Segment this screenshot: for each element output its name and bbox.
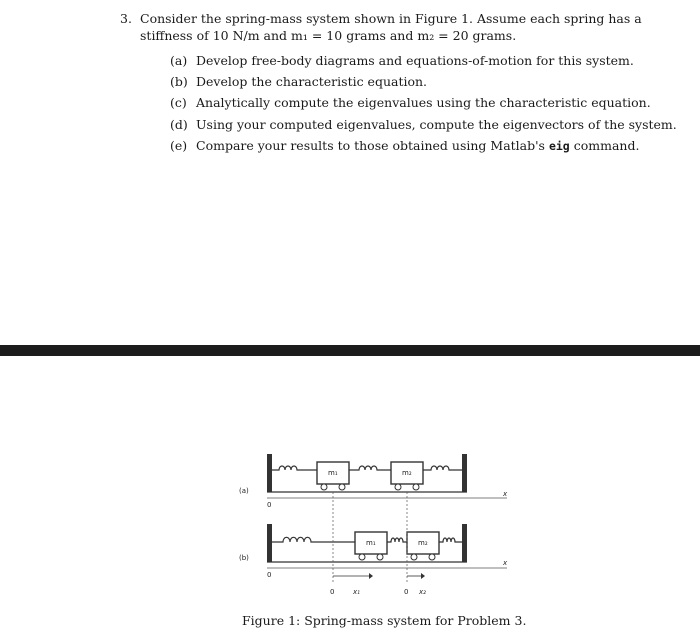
panel-b [239, 492, 508, 596]
problem-statement [140, 10, 680, 155]
left-wall-a [267, 454, 272, 492]
axis-x-label-b: x [503, 559, 508, 567]
mass-1-label-b: m₁ [366, 539, 376, 547]
parts-list [140, 52, 680, 155]
spring-3-a [423, 466, 462, 470]
page-divider [0, 345, 700, 356]
zero-label-1: 0 [330, 588, 335, 596]
part-d: (d) Using your computed eigenvalues, compute the eigenvectors of the system. [170, 116, 677, 132]
statement-line-2: stiffness of 10 N/m and m₁ = 10 grams and m₂ = 20 grams. [140, 28, 517, 43]
right-wall-a [462, 454, 467, 492]
mass-1-label-a: m₁ [328, 469, 338, 477]
spring-mass-diagram [235, 452, 520, 602]
statement-line-1: Consider the spring-mass system shown in Figure 1. Assume each spring has a [140, 11, 642, 26]
problem-number: 3. [120, 11, 132, 26]
part-b: (b) Develop the characteristic equation. [170, 74, 428, 90]
left-wall-b [267, 524, 272, 562]
matlab-eig-code: eig [548, 138, 570, 153]
spring-2-a [349, 466, 391, 470]
mass-2-label-b: m₂ [418, 539, 428, 547]
x2-label: x₂ [419, 588, 426, 596]
figure-caption: Figure 1: Spring-mass system for Problem 3. [242, 613, 527, 628]
spring-2-b [387, 538, 407, 542]
part-e: (e) Compare your results to those obtained using Matlab's eig command. [170, 137, 640, 153]
panel-a [239, 454, 508, 509]
x1-label: x₁ [353, 588, 360, 596]
spring-1-b [272, 537, 355, 542]
origin-label-a: 0 [267, 501, 272, 509]
part-a: (a) Develop free-body diagrams and equations-of-motion for this system. [170, 53, 634, 68]
spring-3-b [439, 538, 462, 542]
spring-1-a [272, 466, 317, 470]
zero-label-2: 0 [404, 588, 409, 596]
right-wall-b [462, 524, 467, 562]
panel-a-label: (a) [239, 487, 249, 495]
axis-x-label-a: x [503, 490, 508, 498]
mass-2-label-a: m₂ [402, 469, 412, 477]
origin-label-b: 0 [267, 571, 272, 579]
part-c: (c) Analytically compute the eigenvalues using the characteristic equation. [170, 95, 651, 111]
problem-3 [120, 10, 680, 159]
spring-mass-figure [235, 452, 520, 602]
panel-b-label: (b) [239, 554, 249, 562]
